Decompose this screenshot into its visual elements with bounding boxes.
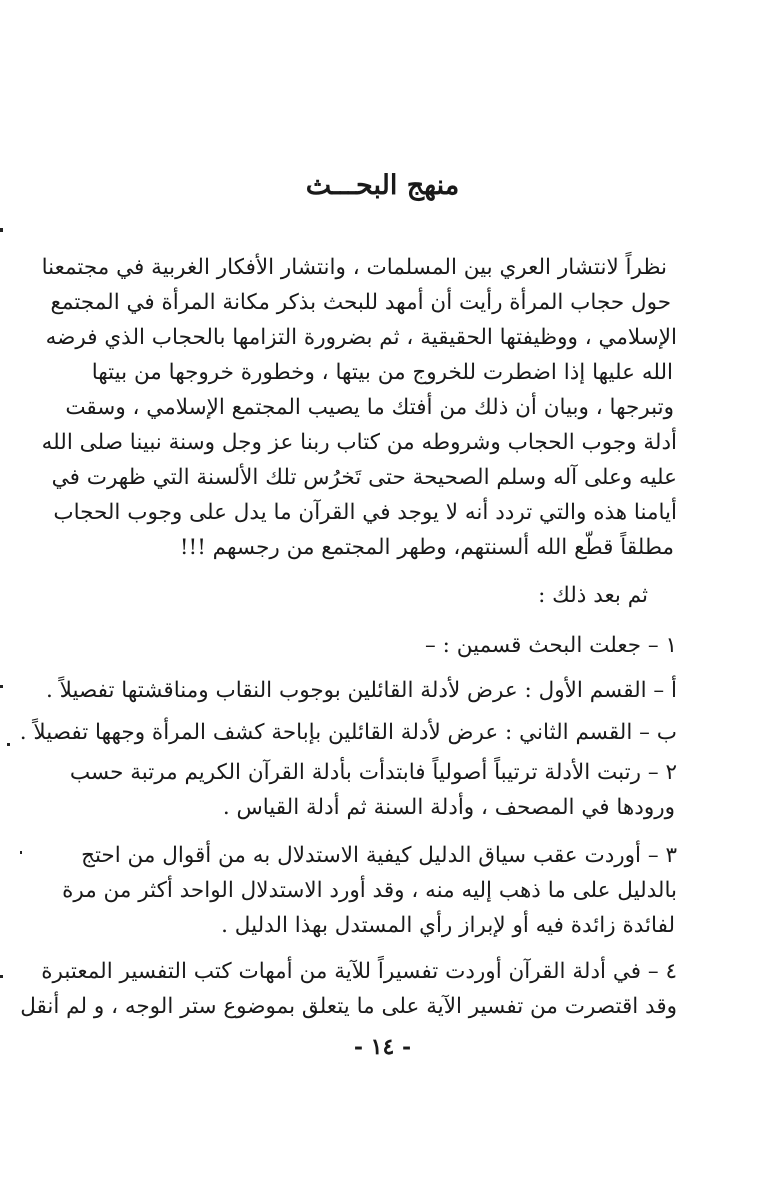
point-1b: ب – القسم الثاني : عرض لأدلة القائلين بإباحة كشف المرأة وجهها تفصيلاً . [19, 720, 677, 745]
intro-line-7: عليه وعلى آله وسلم الصحيحة حتى تَخرُس تلك الألسنة التي ظهرت في [51, 465, 677, 490]
scan-speck [7, 743, 10, 746]
intro-line-8: أيامنا هذه والتي تردد أنه لا يوجد في القرآن ما يدل على وجوب الحجاب [53, 500, 677, 525]
point-3-line-3: لفائدة زائدة فيه أو لإبراز رأي المستدل بهذا الدليل . [221, 913, 675, 938]
point-3-line-2: بالدليل على ما ذهب إليه منه ، وقد أورد الاستدلال الواحد أكثر من مرة [62, 878, 677, 903]
scan-speck [0, 228, 3, 232]
intro-line-3: الإسلامي ، ووظيفتها الحقيقية ، ثم بضرورة التزامها بالحجاب الذي فرضه [45, 325, 677, 350]
intro-line-9: مطلقاً قطّع الله ألسنتهم، وطهر المجتمع من رجسهم !!! [179, 535, 674, 560]
intro-line-4: الله عليها إذا اضطرت للخروج من بيتها ، وخطورة خروجها من بيتها [91, 360, 673, 385]
intro-line-6: أدلة وجوب الحجاب وشروطه من كتاب ربنا عز وجل وسنة نبينا صلى الله [41, 430, 677, 455]
scan-speck [20, 851, 22, 854]
point-2-line-2: ورودها في المصحف ، وأدلة السنة ثم أدلة القياس . [222, 795, 675, 820]
point-1a: أ – القسم الأول : عرض لأدلة القائلين بوجوب النقاب ومناقشتها تفصيلاً . [45, 678, 677, 703]
point-2-line-1: ٢ – رتبت الأدلة ترتيباً أصولياً فابتدأت بأدلة القرآن الكريم مرتبة حسب [69, 760, 677, 785]
then-after-heading: ثم بعد ذلك : [538, 583, 648, 608]
scan-speck [0, 975, 3, 978]
intro-line-1: نظراً لانتشار العري بين المسلمات ، وانتشار الأفكار الغربية في مجتمعنا [41, 255, 667, 280]
intro-line-2: حول حجاب المرأة رأيت أن أمهد للبحث بذكر مكانة المرأة في المجتمع [50, 290, 671, 315]
point-4-line-2: وقد اقتصرت من تفسير الآية على ما يتعلق بموضوع ستر الوجه ، و لم أنقل [20, 994, 677, 1019]
point-4-line-1: ٤ – في أدلة القرآن أوردت تفسيراً للآية من أمهات كتب التفسير المعتبرة [41, 959, 677, 984]
page-title: منهج البحـــث [305, 170, 460, 201]
intro-line-5: وتبرجها ، وبيان أن ذلك من أفتك ما يصيب المجتمع الإسلامي ، وسقت [65, 395, 674, 420]
scan-speck [0, 685, 3, 688]
point-1: ١ – جعلت البحث قسمين : – [425, 633, 677, 658]
page-number: - ١٤ - [353, 1034, 412, 1060]
point-3-line-1: ٣ – أوردت عقب سياق الدليل كيفية الاستدلال به من أقوال من احتج [81, 843, 677, 868]
